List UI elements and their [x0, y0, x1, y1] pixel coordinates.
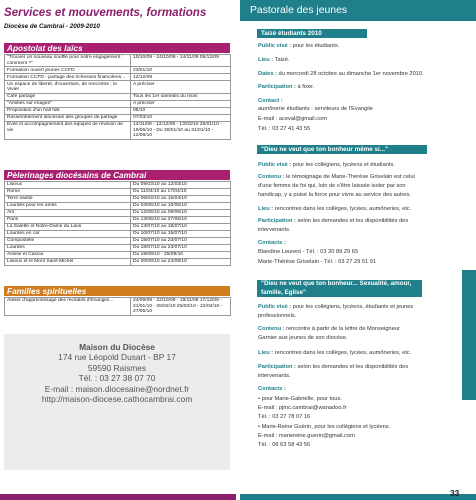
address-web: http://maison-diocese.cathocambrai.com	[41, 394, 193, 405]
table-row	[5, 100, 231, 107]
s1-participation: Participation : à fixer.	[258, 84, 315, 90]
table-row	[5, 67, 231, 74]
table-cell-event: Compostelle	[5, 238, 131, 245]
table-row	[5, 189, 231, 196]
right-page	[240, 0, 476, 500]
section-heading-sexualite: "Dieu ne veut que ton bonheur... Sexualité, amour, famille, Eglise"	[257, 280, 422, 297]
s3-contact-3: Tél. : 03 27 78 07 16	[258, 414, 311, 420]
table-row	[5, 245, 231, 252]
address-street: 174 rue Léopold Dusart - BP 17	[58, 352, 176, 363]
table-cell-event: Formation ouvert jeunes CCFD	[5, 67, 131, 74]
table-cell-event: "Amitiés sur images"	[5, 100, 131, 107]
table-cell-date: Du 06/04/10 au 15/04/10	[131, 196, 231, 203]
s3-contact-1: • pour Marie-Gabrielle, pour tous.	[258, 396, 342, 402]
address-box	[4, 334, 230, 470]
s3-contenu: Contenu : rencontre à partir de la lettre de Monseigneur	[258, 326, 400, 332]
s1-contact-label: Contact :	[258, 98, 283, 104]
left-footer-bar	[0, 494, 236, 500]
table-cell-date: A préciser	[131, 81, 231, 93]
table-row	[5, 182, 231, 189]
s2-contact-1: Blandine Leurent - Tél. : 03 20 89 29 65	[258, 249, 359, 255]
table-cell-date: Du 15/07/10 au 23/07/10	[131, 238, 231, 245]
familles-table	[4, 297, 231, 316]
s3-participation-2: intervenants.	[258, 373, 291, 379]
table-cell-date: 07/03/10	[131, 114, 231, 121]
section-heading-familles: Familles spirituelles	[4, 286, 230, 296]
table-cell-date: Du 19/09/10 - 25/09/10	[131, 252, 231, 259]
table-row	[5, 203, 231, 210]
s2-contact-2: Marie-Thérèse Griselain - Tél. : 03 27 29 51 91	[258, 259, 377, 265]
table-cell-event: Rassemblement diocésain des groupes de partage	[5, 114, 131, 121]
s3-contenu-2: Garnier aux jeunes de son diocèse.	[258, 335, 348, 341]
s3-lieu: Lieu : rencontres dans les collèges, lycées, aumôneries, etc.	[258, 350, 412, 356]
table-row	[5, 217, 231, 224]
right-page-header: Pastorale des jeunes	[240, 0, 476, 21]
table-cell-date: Du 11/04/10 au 17/04/10	[131, 189, 231, 196]
table-row	[5, 121, 231, 139]
table-row	[5, 259, 231, 266]
table-cell-event: Café partage	[5, 93, 131, 100]
table-cell-event: Lourdes en car	[5, 231, 131, 238]
table-cell-date: Du 12/05/10 au 09/05/10	[131, 210, 231, 217]
table-cell-event: Lisieux	[5, 182, 131, 189]
table-cell-event: Un espace de liberté, d'ouverture, de rencontre : le Vivier	[5, 81, 131, 93]
s2-public: Public visé : pour les collégiens, lycéens et étudiants.	[258, 162, 395, 168]
table-cell-date: 14/11/09 - 12/12/09 - 13/03/10 28/01/10 - 19/06/10 - Du 30/01/10 au 31/01/10 - 12/06/10	[131, 121, 231, 139]
table-cell-event: Terre sainte	[5, 196, 131, 203]
s2-contenu-3: handicap, y a puisé la force pour vivre au service des autres.	[258, 192, 412, 198]
s2-lieu: Lieu : rencontres dans les collèges, lycées, aumôneries, etc.	[258, 206, 412, 212]
table-row	[5, 93, 231, 100]
table-cell-date: Du 10/07/10 au 15/07/10	[131, 231, 231, 238]
section-heading-apostolat: Apostolat des laïcs	[4, 43, 230, 53]
table-cell-date: Du 13/07/10 au 18/07/10	[131, 224, 231, 231]
table-row	[5, 252, 231, 259]
table-cell-event: Eveil et accompagnement des équipes de révision de vie	[5, 121, 131, 139]
side-tab-decoration	[462, 270, 476, 400]
s2-contact-label: Contacts :	[258, 240, 286, 246]
section-heading-bonheur: "Dieu ne veut que ton bonheur même si..."	[257, 145, 427, 154]
table-row	[5, 81, 231, 93]
table-row	[5, 224, 231, 231]
s3-public: Public visé : pour les collégiens, lycéens, étudiants et jeunes	[258, 304, 414, 310]
table-cell-event: "Trouver un nouveau souffle pour notre engagement : comment ?"	[5, 55, 131, 67]
section-heading-pelerinages: Pèlerinages diocésains de Cambrai	[4, 170, 230, 180]
s3-contact-2: E-mail : pjmc.cambrai@wanadoo.fr	[258, 405, 347, 411]
table-cell-date: 05/10	[131, 107, 231, 114]
table-row	[5, 74, 231, 81]
table-cell-event: Lourdes	[5, 245, 131, 252]
pelerinages-table	[4, 181, 231, 266]
page-number: 33	[450, 488, 460, 498]
table-cell-event: La Salette et Notre-Dame du Laus	[5, 224, 131, 231]
table-cell-date: Du 20/09/10 au 24/09/10	[131, 259, 231, 266]
address-email: E-mail : maison.diocesaine@nordnet.fr	[44, 383, 190, 394]
table-row	[5, 114, 231, 121]
table-cell-event: Proposition d'un hall folk	[5, 107, 131, 114]
s1-contact-3: Tél. : 03 27 41 43 55	[258, 126, 311, 132]
s1-public: Public visé : pour les étudiants.	[258, 43, 340, 49]
s3-contact-label: Contacts :	[258, 386, 286, 392]
s2-contenu-2: d'une femme de foi qui, loin de s'être laissée isoler par son	[258, 183, 406, 189]
table-row	[5, 55, 231, 67]
s2-contenu: Contenu : le témoignage de Marie-Thérèse Griselain est celui	[258, 174, 415, 180]
s1-contact-2: E-mail : aceval@gmail.com	[258, 116, 327, 122]
table-cell-event: Ars	[5, 210, 131, 217]
table-cell-date: A préciser	[131, 100, 231, 107]
table-row	[5, 196, 231, 203]
address-tel: Tél. : 03 27 38 07 70	[78, 373, 156, 384]
table-cell-date: Du 13/05/10 au 27/05/10	[131, 217, 231, 224]
table-cell-event: Formation CCFD - partage des richesses financières...	[5, 74, 131, 81]
section-heading-taize: Taizé étudiants 2010	[257, 29, 367, 38]
right-footer-bar	[240, 494, 476, 500]
s3-contact-5: E-mail : mariereine.guerin@gmail.com	[258, 433, 355, 439]
table-row	[5, 238, 231, 245]
s1-lieu: Lieu : Taizé.	[258, 57, 290, 63]
table-cell-date: 12/12/09	[131, 74, 231, 81]
address-name: Maison du Diocèse	[79, 342, 155, 352]
s3-participation: Participation : selon les demandes et les disponibilités des	[258, 364, 409, 370]
table-cell-date: Tous les 1er samedis du mois	[131, 93, 231, 100]
address-city: 59590 Raismes	[87, 362, 147, 373]
page-title: Services et mouvements, formations	[4, 6, 207, 19]
table-row	[5, 210, 231, 217]
table-row	[5, 298, 231, 316]
s3-contact-4: • Marie-Reine Guérin, pour les collégiens et lycéens.	[258, 424, 391, 430]
table-cell-event: Lisieux et le Mont Saint-Michel	[5, 259, 131, 266]
table-cell-date: 24/09/09 - 22/10/09 - 19/11/09 17/12/09 - 21/01/10 - 25/02/10 25/03/10 - 22/04/10 - 27/05/10	[131, 298, 231, 316]
table-cell-date: Du 09/03/10 au 12/03/10	[131, 182, 231, 189]
s1-contact-1: aumônerie étudiants - serviteurs de l'Evangile	[258, 106, 373, 112]
s3-contact-6: Tél. : 06 63 58 43 56	[258, 442, 311, 448]
table-cell-date: 10/10/09 - 24/10/09 - 14/11/09 05/12/09	[131, 55, 231, 67]
s2-participation-2: intervenants.	[258, 227, 291, 233]
s3-public-2: professionnels.	[258, 313, 297, 319]
table-row	[5, 107, 231, 114]
table-cell-date: 23/01/10	[131, 67, 231, 74]
s1-dates: Dates : du mercredi 28 octobre au dimanche 1er novembre 2010.	[258, 71, 424, 77]
table-cell-event: Atelier d'apprentissage des récitatifs d'Evangile...	[5, 298, 131, 316]
s2-participation: Participation : selon les demandes et les disponibilités des	[258, 218, 409, 224]
table-cell-date: Du 04/05/10 au 10/05/10	[131, 203, 231, 210]
table-cell-event: Lourdes pour les aînés	[5, 203, 131, 210]
apostolat-table	[4, 54, 231, 140]
page-subtitle: Diocèse de Cambrai - 2009-2010	[4, 23, 100, 30]
table-cell-date: Du 18/07/10 au 23/07/10	[131, 245, 231, 252]
table-cell-event: Assise et Cascia	[5, 252, 131, 259]
table-row	[5, 231, 231, 238]
left-page	[0, 0, 236, 500]
table-cell-event: Paris	[5, 217, 131, 224]
table-cell-event: Rome	[5, 189, 131, 196]
